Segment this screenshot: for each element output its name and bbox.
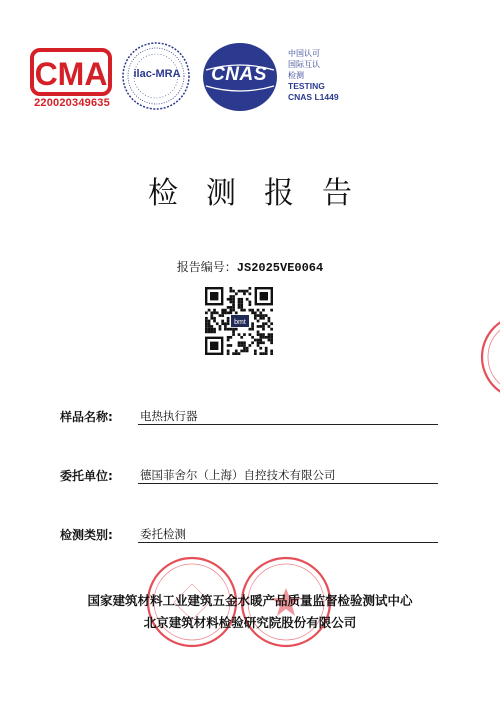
qr-module [249, 292, 252, 295]
qr-module [259, 311, 262, 314]
qr-module [243, 347, 246, 350]
qr-module [262, 322, 265, 325]
qr-module [246, 347, 249, 350]
qr-module [257, 309, 260, 312]
qr-module [268, 339, 271, 342]
qr-module [240, 303, 243, 306]
qr-module [265, 352, 268, 355]
qr-module [205, 331, 208, 334]
qr-module [238, 333, 241, 336]
qr-module [232, 290, 235, 293]
organization-name-2: 北京建筑材料检验研究院股份有限公司 [143, 615, 357, 630]
qr-module [243, 290, 246, 293]
qr-module [210, 331, 213, 334]
qr-module [227, 336, 230, 339]
qr-module [208, 325, 211, 328]
qr-module [208, 331, 211, 334]
qr-module [259, 314, 262, 317]
field-underline [138, 424, 438, 425]
qr-module [262, 309, 265, 312]
qr-module [257, 331, 260, 334]
qr-module [251, 311, 254, 314]
qr-module [240, 336, 243, 339]
field-underline [138, 542, 438, 543]
qr-module [232, 295, 235, 298]
qr-module [251, 341, 254, 344]
qr-module [262, 317, 265, 320]
qr-module [208, 322, 211, 325]
cma-code: 220020349635 [34, 97, 110, 109]
qr-module [216, 311, 219, 314]
qr-module [259, 325, 262, 328]
qr-module [238, 306, 241, 309]
qr-module [205, 322, 208, 325]
qr-module [238, 298, 241, 301]
qr-module [243, 333, 246, 336]
field-underline [138, 483, 438, 484]
qr-module [229, 328, 232, 331]
qr-module [205, 311, 208, 314]
qr-module [238, 290, 241, 293]
qr-module [265, 322, 268, 325]
qr-module [235, 292, 238, 295]
qr-module [235, 350, 238, 353]
qr-module [235, 328, 238, 331]
qr-module [205, 320, 208, 323]
qr-module [232, 331, 235, 334]
qr-module [243, 350, 246, 353]
cnas-label: CNAS [211, 64, 267, 85]
qr-module [265, 350, 268, 353]
qr-module [249, 309, 252, 312]
qr-module [227, 322, 230, 325]
qr-module [270, 328, 273, 331]
qr-module [251, 309, 254, 312]
qr-module [221, 322, 224, 325]
qr-module [205, 317, 208, 320]
qr-module [270, 309, 273, 312]
qr-module [210, 325, 213, 328]
organization-name-1: 国家建筑材料工业建筑五金水暖产品质量监督检验测试中心 [87, 593, 413, 608]
qr-module [240, 298, 243, 301]
qr-module [210, 328, 213, 331]
qr-module [270, 339, 273, 342]
qr-module [232, 328, 235, 331]
qr-module [224, 328, 227, 331]
cnas-info-line: CNAS L1449 [288, 92, 339, 102]
qr-module [235, 352, 238, 355]
qr-module [254, 350, 257, 353]
qr-module [270, 341, 273, 344]
cnas-info-line: 国际互认 [288, 60, 320, 69]
svg-text:bmt: bmt [234, 319, 246, 326]
qr-module [240, 341, 243, 344]
qr-module [249, 287, 252, 290]
qr-module [221, 311, 224, 314]
qr-module [229, 287, 232, 290]
qr-module [229, 301, 232, 304]
qr-module [205, 325, 208, 328]
qr-module [227, 328, 230, 331]
cnas-info-line: 检测 [288, 71, 304, 80]
qr-module [240, 306, 243, 309]
qr-module [251, 336, 254, 339]
svg-text:CMA: CMA [34, 56, 108, 92]
qr-module [240, 344, 243, 347]
qr-module [208, 309, 211, 312]
document-title: 检测报告 [148, 176, 380, 211]
qr-module [224, 309, 227, 312]
qr-module [229, 311, 232, 314]
qr-module [227, 344, 230, 347]
qr-module [210, 311, 213, 314]
qr-module [238, 303, 241, 306]
qr-module [224, 311, 227, 314]
qr-module [259, 341, 262, 344]
client-label: 委托单位: [60, 469, 113, 483]
qr-module [219, 325, 222, 328]
qr-module [257, 325, 260, 328]
qr-module [240, 350, 243, 353]
qr-module [224, 322, 227, 325]
qr-module [249, 303, 252, 306]
qr-module [246, 298, 249, 301]
qr-module [240, 290, 243, 293]
qr-module [232, 303, 235, 306]
seal-stamp-edge [476, 312, 500, 402]
qr-module [208, 320, 211, 323]
qr-module [259, 339, 262, 342]
qr-module [227, 306, 230, 309]
report-number-label: 报告编号： [176, 260, 237, 274]
qr-module [227, 320, 230, 323]
qr-module [257, 339, 260, 342]
qr-module [265, 314, 268, 317]
qr-module [232, 309, 235, 312]
qr-module [246, 290, 249, 293]
cnas-info-line: 中国认可 [288, 49, 320, 58]
qr-module [235, 311, 238, 314]
qr-module [219, 314, 222, 317]
qr-module [229, 344, 232, 347]
qr-module [227, 311, 230, 314]
qr-module [238, 344, 241, 347]
report-number-value: JS2025VE0064 [236, 261, 324, 275]
qr-module [259, 336, 262, 339]
qr-module [254, 317, 257, 320]
qr-module [243, 344, 246, 347]
qr-module [238, 352, 241, 355]
qr-module [270, 350, 273, 353]
qr-module [243, 309, 246, 312]
qr-module [227, 298, 230, 301]
qr-module [240, 301, 243, 304]
qr-module [213, 311, 216, 314]
qr-module [265, 336, 268, 339]
qr-module [270, 352, 273, 355]
qr-module [262, 333, 265, 336]
qr-module [243, 341, 246, 344]
qr-module [221, 320, 224, 323]
qr-module [216, 322, 219, 325]
qr-module [262, 352, 265, 355]
report-number [0, 258, 500, 275]
qr-module [259, 347, 262, 350]
qr-module [238, 301, 241, 304]
sample-name-value: 电热执行器 [140, 409, 198, 423]
qr-module [268, 325, 271, 328]
qr-module [262, 325, 265, 328]
qr-module [232, 352, 235, 355]
qr-module [232, 306, 235, 309]
qr-module [227, 339, 230, 342]
qr-module [213, 309, 216, 312]
cnas-info [288, 48, 339, 103]
qr-module [229, 306, 232, 309]
qr-module [259, 317, 262, 320]
qr-module [224, 325, 227, 328]
ilac-mra-label: ilac-MRA [133, 68, 181, 80]
qr-module [221, 309, 224, 312]
qr-module [208, 328, 211, 331]
cnas-info-line: TESTING [288, 81, 325, 91]
qr-module [249, 344, 252, 347]
qr-module [210, 314, 213, 317]
qr-module [232, 301, 235, 304]
qr-module [205, 328, 208, 331]
qr-module [249, 333, 252, 336]
qr-module [227, 317, 230, 320]
qr-module [259, 352, 262, 355]
qr-module [262, 314, 265, 317]
client-value: 德国菲舍尔（上海）自控技术有限公司 [140, 468, 336, 482]
qr-module [249, 328, 252, 331]
qr-module [221, 314, 224, 317]
qr-module [249, 301, 252, 304]
qr-module [213, 328, 216, 331]
qr-module [257, 344, 260, 347]
qr-module [246, 350, 249, 353]
qr-module [254, 352, 257, 355]
sample-name-label: 样品名称: [60, 410, 113, 424]
qr-code[interactable] [205, 287, 273, 355]
qr-module [229, 295, 232, 298]
qr-module [268, 320, 271, 323]
qr-module [251, 325, 254, 328]
test-type-label: 检测类别: [60, 528, 113, 542]
qr-module [238, 341, 241, 344]
qr-module [229, 336, 232, 339]
qr-module [229, 290, 232, 293]
qr-module [251, 328, 254, 331]
qr-module [257, 341, 260, 344]
qr-module [219, 328, 222, 331]
qr-module [262, 328, 265, 331]
qr-module [265, 347, 268, 350]
test-type-value: 委托检测 [140, 527, 186, 541]
qr-module [213, 331, 216, 334]
qr-module [251, 322, 254, 325]
qr-module [243, 292, 246, 295]
qr-module [254, 339, 257, 342]
qr-module [270, 336, 273, 339]
qr-module [213, 320, 216, 323]
qr-module [229, 309, 232, 312]
qr-module [257, 333, 260, 336]
qr-module [229, 298, 232, 301]
qr-module [268, 333, 271, 336]
qr-module [259, 333, 262, 336]
qr-module [268, 336, 271, 339]
qr-module [254, 314, 257, 317]
qr-module [210, 317, 213, 320]
qr-module [270, 322, 273, 325]
qr-module [257, 320, 260, 323]
qr-module [240, 309, 243, 312]
qr-module [270, 333, 273, 336]
qr-module [262, 336, 265, 339]
qr-module [257, 314, 260, 317]
qr-module [213, 317, 216, 320]
qr-module [232, 333, 235, 336]
qr-module [268, 317, 271, 320]
qr-module [262, 341, 265, 344]
qr-module [254, 311, 257, 314]
qr-module [227, 350, 230, 353]
qr-module [227, 352, 230, 355]
qr-module [232, 298, 235, 301]
